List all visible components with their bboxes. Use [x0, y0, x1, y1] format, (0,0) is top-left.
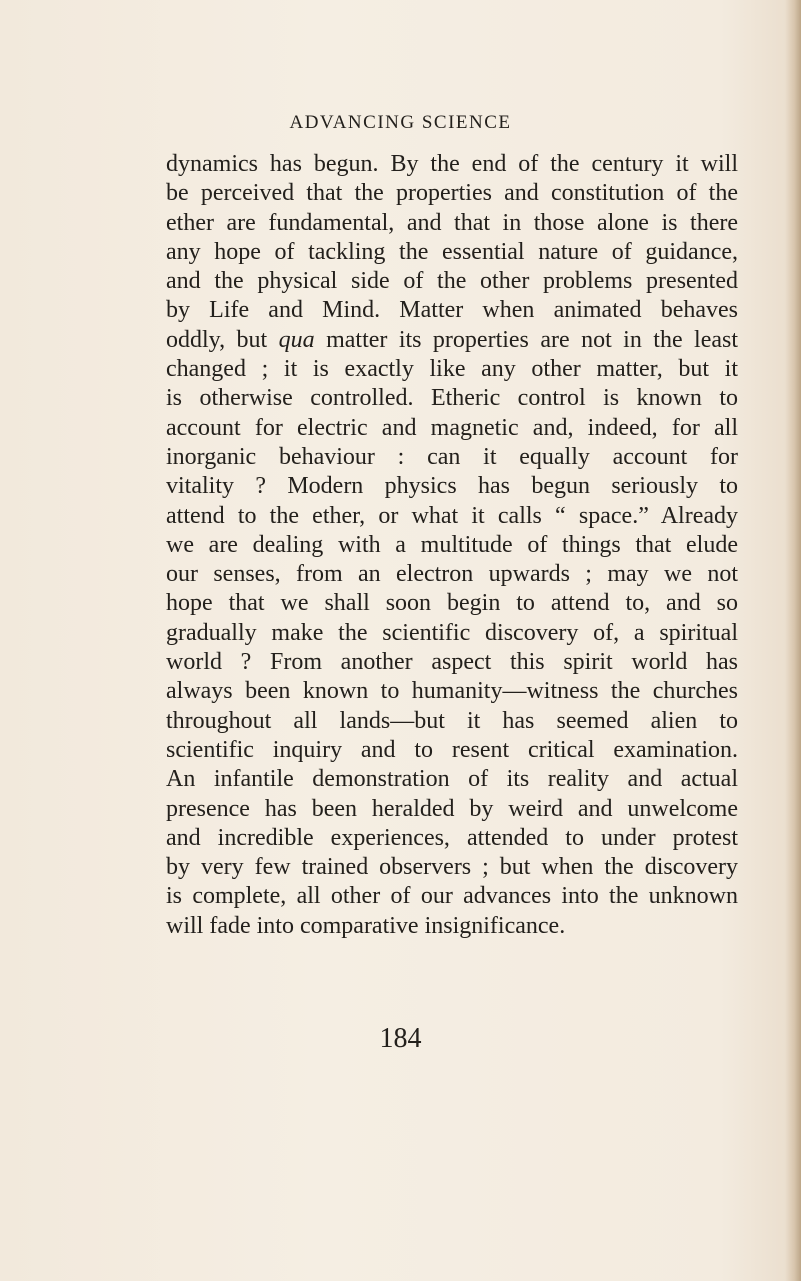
text-line: presence has been heralded by weird and unwelcome: [166, 795, 738, 822]
text-line: world ? From another aspect this spirit world has: [166, 649, 738, 676]
text-line: changed ; it is exactly like any other matter, but it: [166, 356, 738, 383]
italic-word: qua: [278, 326, 315, 353]
text-line: is otherwise controlled. Etheric control is known to: [166, 385, 738, 412]
text-segment: matter its properties are not in the least: [314, 326, 739, 353]
text-line: our senses, from an electron upwards ; may we not: [166, 561, 738, 588]
text-line-last: will fade into comparative insignificance.: [166, 912, 566, 939]
text-line: vitality ? Modern physics has begun seriously to: [166, 473, 738, 500]
text-line: by Life and Mind. Matter when animated behaves: [166, 297, 738, 324]
text-line: we are dealing with a multitude of things that elude: [166, 531, 738, 558]
text-line: account for electric and magnetic and, indeed, for all: [166, 414, 738, 441]
text-line: and incredible experiences, attended to under protest: [166, 824, 738, 851]
running-head: ADVANCING SCIENCE: [289, 112, 512, 133]
text-line: be perceived that the properties and constitution of the: [166, 180, 738, 207]
text-line: hope that we shall soon begin to attend to, and so: [166, 590, 738, 617]
text-line: and the physical side of the other problems presented: [166, 268, 738, 295]
text-line: always been known to humanity—witness the churches: [166, 678, 738, 705]
body-text: [166, 150, 738, 941]
page-edge-shadow: [785, 0, 801, 1281]
text-line: ether are fundamental, and that in those alone is there: [166, 209, 738, 236]
text-line: is complete, all other of our advances into the unknown: [166, 883, 738, 910]
text-segment: oddly, but: [166, 326, 279, 353]
text-line: An infantile demonstration of its reality and actual: [166, 766, 738, 793]
text-line: attend to the ether, or what it calls “ space.” Already: [166, 502, 738, 529]
text-line-with-italic: [166, 326, 738, 355]
text-line: scientific inquiry and to resent critical examination.: [166, 736, 738, 763]
text-line: dynamics has begun. By the end of the century it will: [166, 151, 738, 177]
text-line: by very few trained observers ; but when the discovery: [166, 854, 738, 881]
text-line: gradually make the scientific discovery of, a spiritual: [166, 619, 738, 646]
page-number: 184: [379, 1023, 422, 1054]
text-line: throughout all lands—but it has seemed alien to: [166, 707, 738, 734]
text-line: any hope of tackling the essential nature of guidance,: [166, 238, 738, 265]
text-line: inorganic behaviour : can it equally account for: [166, 443, 738, 470]
